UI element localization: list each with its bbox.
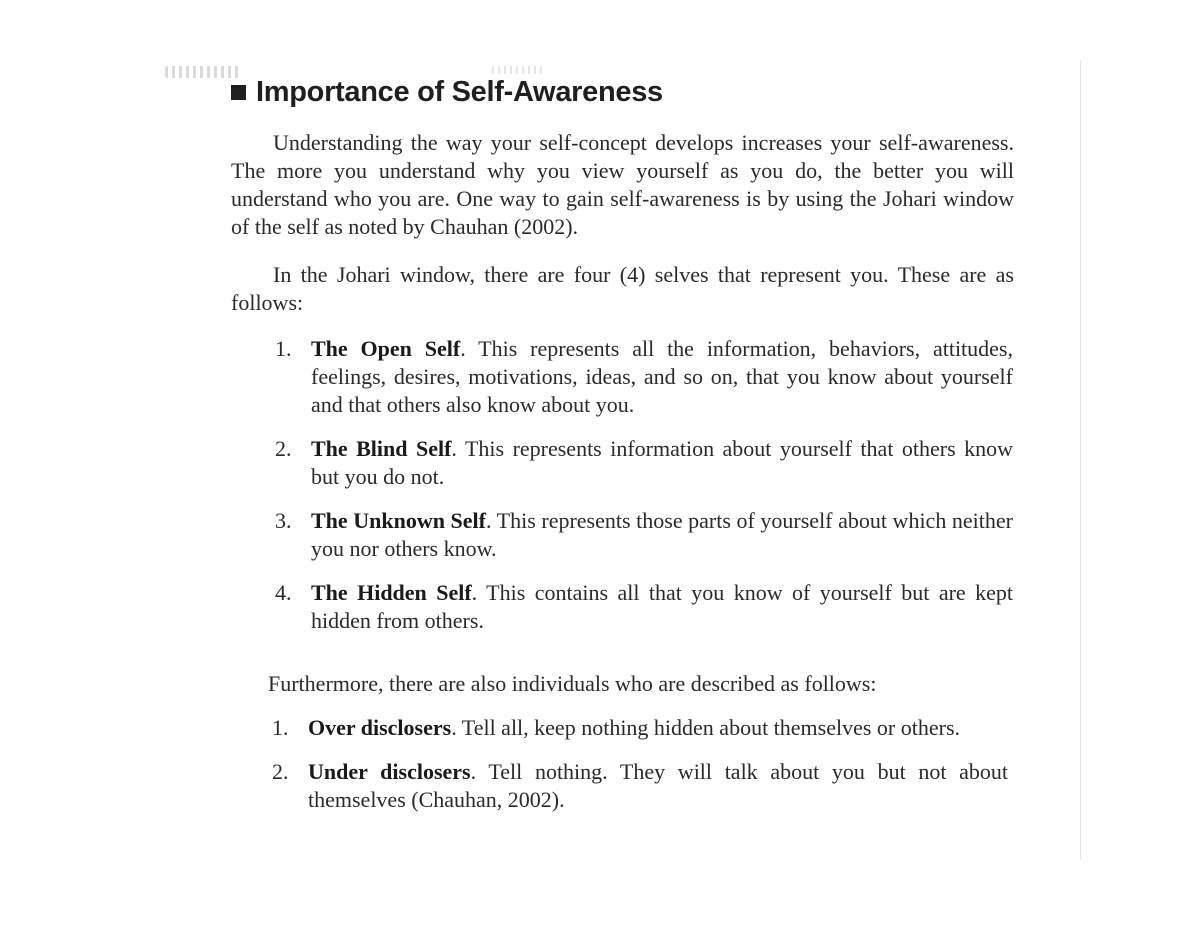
list-term: The Open Self xyxy=(311,336,461,361)
list-term: Over disclosers xyxy=(308,715,452,740)
list-term: The Hidden Self xyxy=(311,580,472,605)
paragraph-self-awareness: Understanding the way your self-concept develops increases your self-awareness. The more you understand why you view yourself as you do, the better you will understand who you are. One way to gain self-awareness is by using the Johari window of the self as noted by Chauhan (2002). xyxy=(231,130,1014,239)
scan-smudge xyxy=(165,66,241,78)
list-number: 4. xyxy=(275,580,292,605)
johari-selves-list xyxy=(275,335,1013,651)
paragraph-johari-intro: In the Johari window, there are four (4) selves that represent you. These are as follows: xyxy=(231,262,1014,315)
list-item xyxy=(275,579,1013,635)
list-item xyxy=(272,758,1008,814)
list-text: . This contains all that you know of yourself but are kept hidden from others. xyxy=(311,580,1013,633)
section-heading xyxy=(231,74,663,110)
list-item xyxy=(272,714,1008,742)
list-text: . Tell nothing. They will talk about you but not about themselves (Chauhan, 2002). xyxy=(308,759,1009,812)
list-term: Under disclosers xyxy=(308,759,471,784)
list-number: 1. xyxy=(272,715,289,740)
list-item xyxy=(275,435,1013,491)
disclosers-list xyxy=(272,714,1008,830)
list-number: 3. xyxy=(275,508,292,533)
list-number: 2. xyxy=(275,436,292,461)
list-text: . This represents all the information, behaviors, attitudes, feelings, desires, motivations, ideas, and so on, that you know about yourself and that others also know about you. xyxy=(311,336,1013,417)
list-number: 1. xyxy=(275,336,292,361)
square-bullet-icon xyxy=(231,85,246,100)
scan-smudge xyxy=(492,66,542,74)
list-text: . This represents those parts of yourself about which neither you nor others know. xyxy=(311,508,1013,561)
paragraph-individuals-intro: Furthermore, there are also individuals who are described as follows: xyxy=(268,671,877,696)
list-text: . This represents information about yourself that others know but you do not. xyxy=(311,436,1014,489)
list-number: 2. xyxy=(272,759,289,784)
list-term: The Unknown Self xyxy=(311,508,486,533)
section-heading-text: Importance of Self-Awareness xyxy=(256,76,663,108)
list-item xyxy=(275,335,1013,419)
page-edge-shadow xyxy=(1080,60,1081,860)
list-item xyxy=(275,507,1013,563)
list-term: The Blind Self xyxy=(311,436,452,461)
list-text: . Tell all, keep nothing hidden about themselves or others. xyxy=(451,715,961,740)
